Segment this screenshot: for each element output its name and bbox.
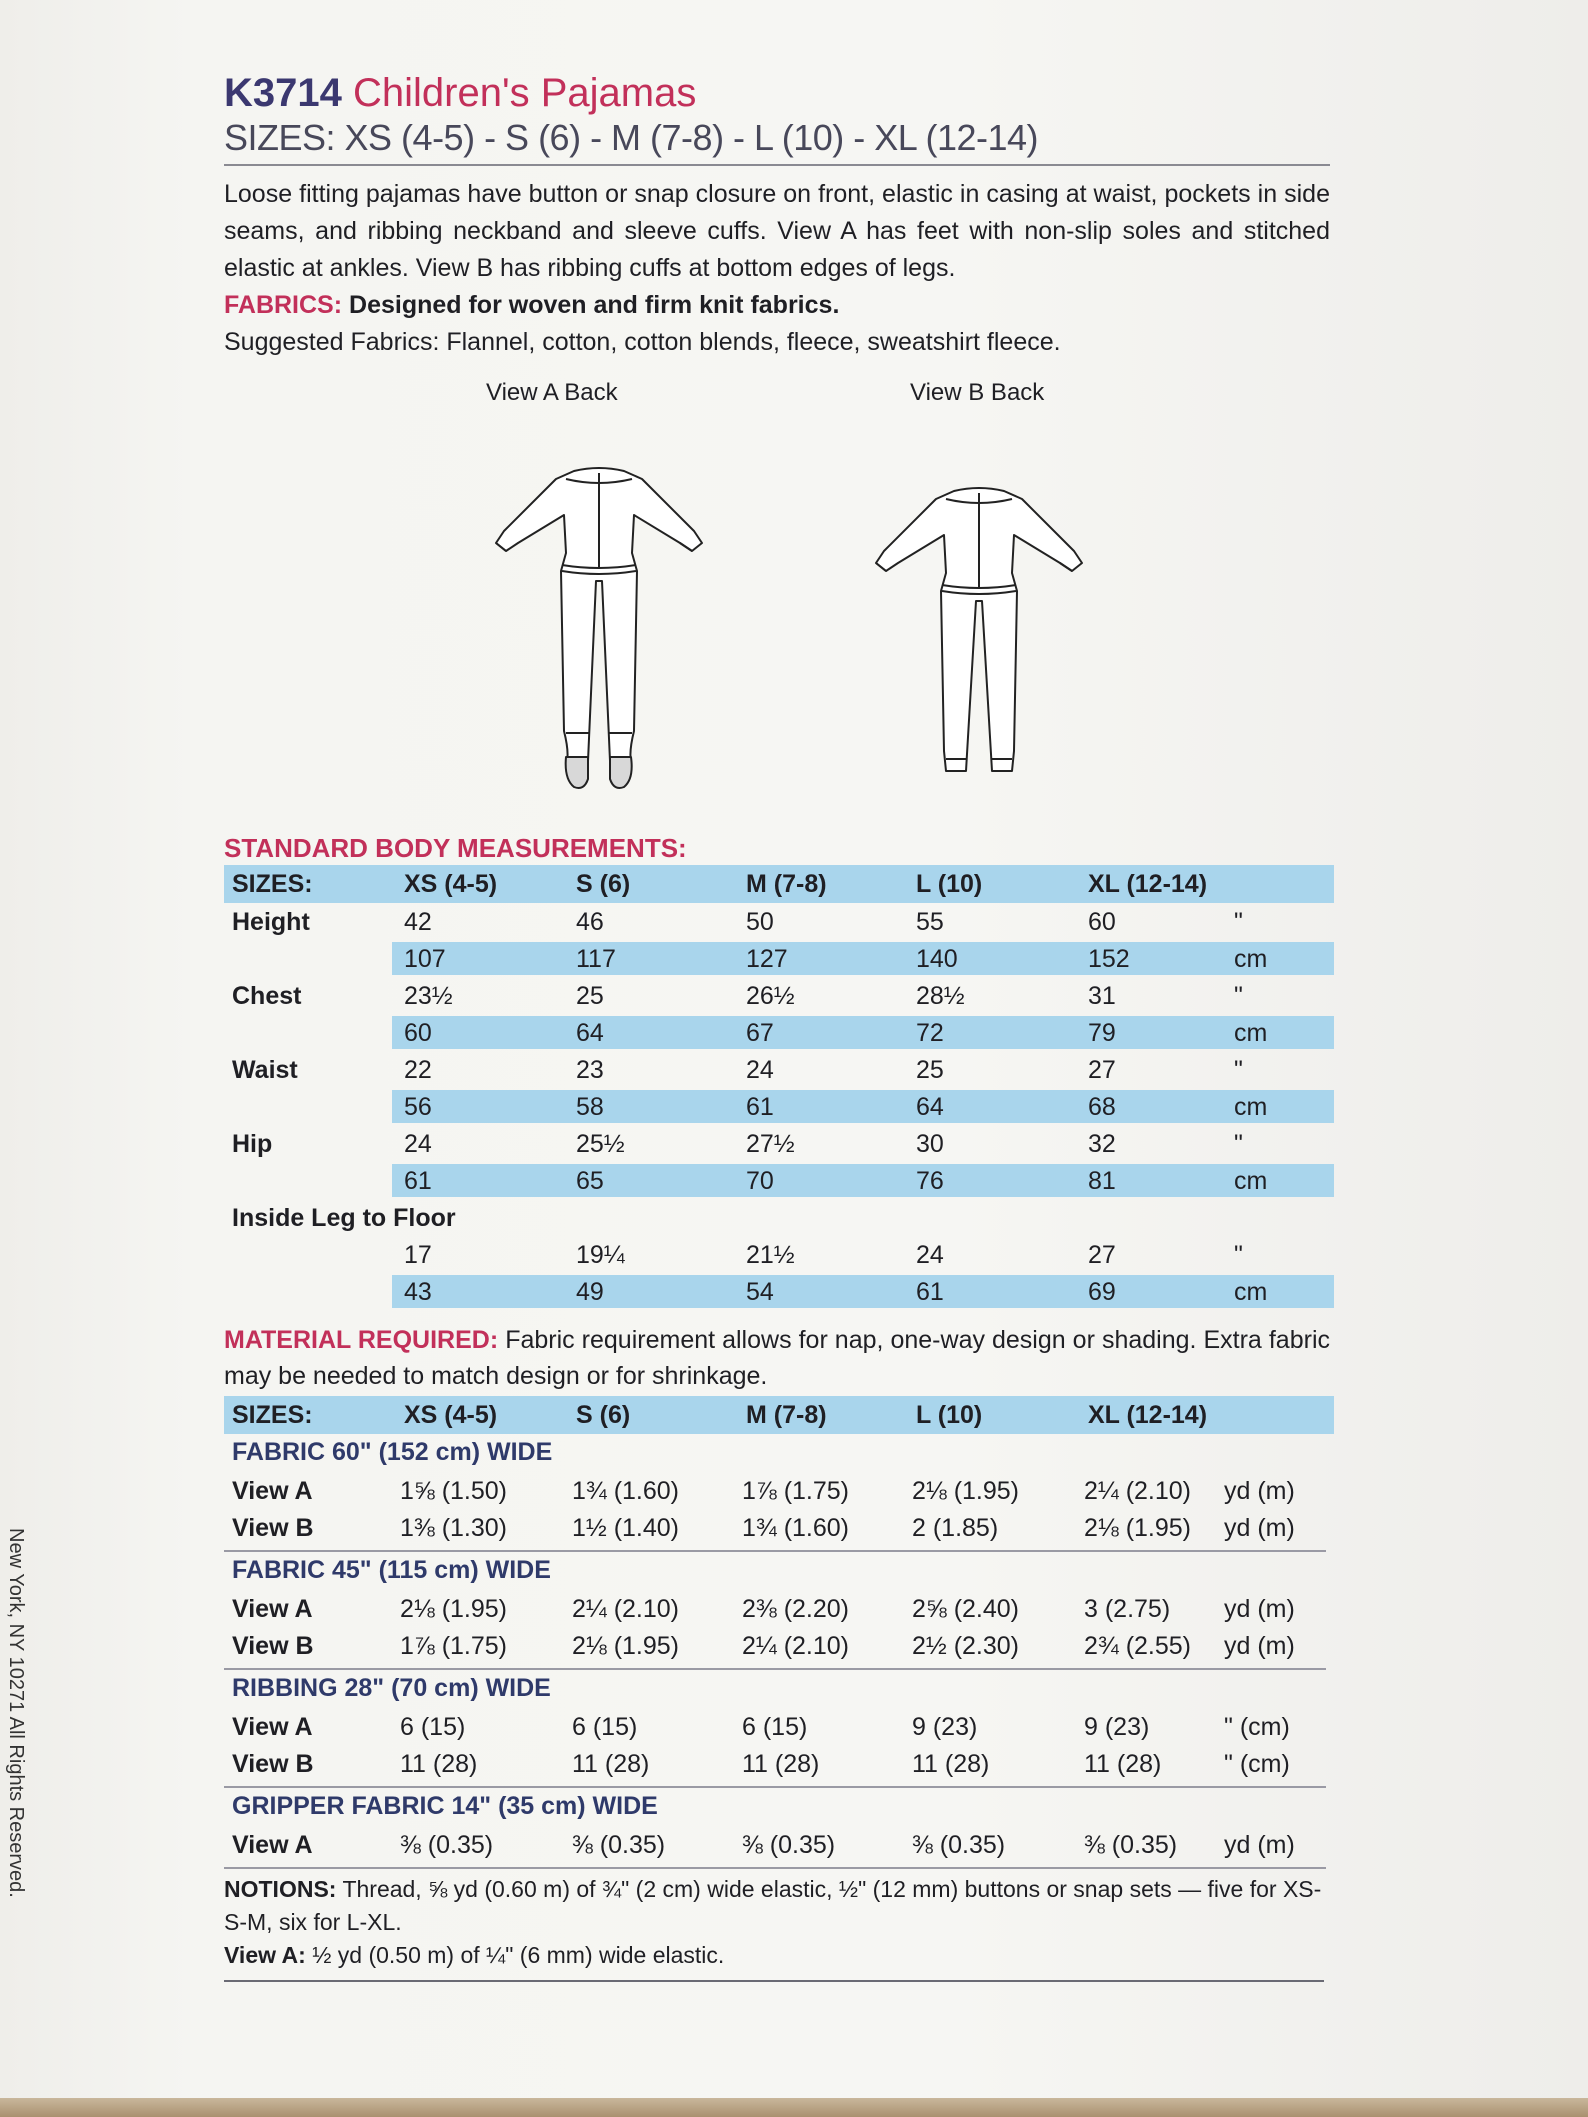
row-label: View A: [232, 1713, 313, 1741]
fabric-group-title: FABRIC 60" (152 cm) WIDE: [232, 1438, 553, 1466]
value-cell: 19¼: [576, 1241, 625, 1269]
value-cell: 43: [404, 1278, 432, 1306]
row-band: [392, 1016, 1334, 1049]
divider: [224, 1980, 1324, 1982]
table-row: [224, 1826, 1334, 1863]
value-cell: 2¼ (2.10): [1084, 1477, 1192, 1505]
value-cell: 2 (1.85): [912, 1514, 999, 1542]
fabrics-line: [224, 287, 1334, 324]
value-cell: 61: [404, 1167, 432, 1195]
fabric-group-title: RIBBING 28" (70 cm) WIDE: [232, 1674, 551, 1702]
value-cell: ⅜ (0.35): [742, 1831, 836, 1859]
unit-cell: yd (m): [1224, 1632, 1295, 1660]
value-cell: 11 (28): [400, 1750, 478, 1778]
value-cell: 1⅝ (1.50): [400, 1477, 508, 1505]
value-cell: 17: [404, 1241, 432, 1269]
value-cell: 140: [916, 945, 958, 973]
table-row: [224, 1273, 1334, 1310]
copyright-vertical: New York, NY 10271 All Rights Reserved.: [5, 1528, 27, 1898]
value-cell: 22: [404, 1056, 432, 1084]
unit-cell: ": [1234, 1130, 1243, 1158]
material-sizes-header: [224, 1396, 1334, 1434]
divider: [224, 1867, 1326, 1869]
table-row: [224, 1125, 1334, 1162]
value-cell: 1⅞ (1.75): [400, 1632, 508, 1660]
value-cell: 61: [746, 1093, 774, 1121]
value-cell: 21½: [746, 1241, 795, 1269]
notions-label: NOTIONS:: [224, 1876, 337, 1902]
unit-cell: cm: [1234, 1278, 1268, 1306]
value-cell: 23: [576, 1056, 604, 1084]
value-cell: 23½: [404, 982, 453, 1010]
table-row: [224, 1162, 1334, 1199]
material-required-section: [224, 1322, 1334, 1863]
value-cell: 67: [746, 1019, 774, 1047]
value-cell: 60: [1088, 908, 1116, 936]
unit-cell: ": [1234, 908, 1243, 936]
pattern-code: K3714: [224, 71, 342, 115]
value-cell: 11 (28): [912, 1750, 990, 1778]
notions-view-a: [224, 1939, 1324, 1972]
body-sizes-header: [224, 865, 1334, 903]
table-row: [224, 1708, 1334, 1745]
header-cell: L (10): [916, 1401, 983, 1429]
header-cell: XL (12-14): [1088, 870, 1208, 898]
value-cell: 42: [404, 908, 432, 936]
unit-cell: ": [1234, 1241, 1243, 1269]
view-a-label: View A Back: [486, 379, 618, 406]
value-cell: 24: [746, 1056, 774, 1084]
value-cell: 27: [1088, 1056, 1116, 1084]
value-cell: 2¼ (2.10): [742, 1632, 850, 1660]
value-cell: 152: [1088, 945, 1130, 973]
description: Loose fitting pajamas have button or snap closure on front, elastic in casing at waist, pockets in side seams, and ribbing neckband and sleeve cuffs. View A has feet with non-slip soles and stitched elastic at ankles. View B has ribbing cuffs at bottom edges of legs.: [224, 180, 1330, 282]
value-cell: 81: [1088, 1167, 1116, 1195]
value-cell: 25: [916, 1056, 944, 1084]
value-cell: 32: [1088, 1130, 1116, 1158]
value-cell: 1½ (1.40): [572, 1514, 680, 1542]
header-cell: XS (4-5): [404, 1401, 498, 1429]
value-cell: 2⅝ (2.40): [912, 1595, 1020, 1623]
value-cell: 6 (15): [742, 1713, 808, 1741]
value-cell: 69: [1088, 1278, 1116, 1306]
value-cell: 30: [916, 1130, 944, 1158]
value-cell: 2⅛ (1.95): [1084, 1514, 1192, 1542]
value-cell: 2½ (2.30): [912, 1632, 1020, 1660]
value-cell: 24: [916, 1241, 944, 1269]
notions-text: Thread, ⅝ yd (0.60 m) of ¾" (2 cm) wide elastic, ½" (12 mm) buttons or snap sets — five for XS-S-M, six for L-XL.: [224, 1876, 1322, 1935]
row-label: Waist: [232, 1056, 298, 1084]
notions-line: [224, 1873, 1324, 1939]
value-cell: 60: [404, 1019, 432, 1047]
table-row: [224, 940, 1334, 977]
value-cell: 3 (2.75): [1084, 1595, 1171, 1623]
notions-view-a-text: ½ yd (0.50 m) of ¼" (6 mm) wide elastic.: [312, 1942, 725, 1968]
value-cell: 61: [916, 1278, 944, 1306]
material-text: Fabric requirement allows for nap, one-way design or shading. Extra fabric may be needed to match design or for shrinkage.: [224, 1326, 1330, 1390]
value-cell: 9 (23): [912, 1713, 978, 1741]
value-cell: 11 (28): [1084, 1750, 1162, 1778]
row-label: View A: [232, 1477, 313, 1505]
row-label: View B: [232, 1750, 314, 1778]
header-cell: M (7-8): [746, 870, 827, 898]
table-surface: [0, 2098, 1588, 2117]
value-cell: 2⅜ (2.20): [742, 1595, 850, 1623]
row-label: View A: [232, 1831, 313, 1859]
table-row: [224, 903, 1334, 940]
header-cell: M (7-8): [746, 1401, 827, 1429]
row-label: Hip: [232, 1130, 273, 1158]
table-row: [224, 1088, 1334, 1125]
notions-view-a-label: View A:: [224, 1942, 306, 1968]
unit-cell: cm: [1234, 945, 1268, 973]
value-cell: 9 (23): [1084, 1713, 1150, 1741]
row-band: [392, 1164, 1334, 1197]
unit-cell: ": [1234, 982, 1243, 1010]
row-label: View B: [232, 1632, 314, 1660]
header-cell: SIZES:: [232, 870, 313, 898]
value-cell: 6 (15): [400, 1713, 466, 1741]
unit-cell: yd (m): [1224, 1477, 1295, 1505]
value-cell: 1⅞ (1.75): [742, 1477, 850, 1505]
value-cell: 26½: [746, 982, 795, 1010]
header-cell: S (6): [576, 870, 631, 898]
header-cell: L (10): [916, 870, 983, 898]
value-cell: 64: [576, 1019, 604, 1047]
fabric-group-title: GRIPPER FABRIC 14" (35 cm) WIDE: [232, 1792, 658, 1820]
value-cell: 25: [576, 982, 604, 1010]
notions: [224, 1873, 1324, 1972]
value-cell: 64: [916, 1093, 944, 1121]
unit-cell: yd (m): [1224, 1514, 1295, 1542]
inside-leg-label-row: [224, 1199, 1334, 1236]
value-cell: 2¾ (2.55): [1084, 1632, 1192, 1660]
body-measurements-title: STANDARD BODY MEASUREMENTS:: [224, 833, 687, 863]
table-row: [224, 977, 1334, 1014]
unit-cell: yd (m): [1224, 1595, 1295, 1623]
unit-cell: yd (m): [1224, 1831, 1295, 1859]
header-cell: S (6): [576, 1401, 631, 1429]
value-cell: 1¾ (1.60): [742, 1514, 850, 1542]
view-b-label: View B Back: [910, 379, 1045, 406]
value-cell: 25½: [576, 1130, 625, 1158]
value-cell: 117: [576, 945, 616, 973]
table-row: [224, 1014, 1334, 1051]
suggested-fabrics: Suggested Fabrics: Flannel, cotton, cotton blends, fleece, sweatshirt fleece.: [224, 328, 1061, 356]
value-cell: 6 (15): [572, 1713, 638, 1741]
value-cell: ⅜ (0.35): [912, 1831, 1006, 1859]
value-cell: 31: [1088, 982, 1116, 1010]
value-cell: 27½: [746, 1130, 795, 1158]
unit-cell: " (cm): [1224, 1750, 1290, 1778]
value-cell: 65: [576, 1167, 604, 1195]
value-cell: 27: [1088, 1241, 1116, 1269]
row-label: Chest: [232, 982, 302, 1010]
row-label: Inside Leg to Floor: [232, 1204, 456, 1232]
table-row: [224, 1590, 1334, 1627]
value-cell: 24: [404, 1130, 432, 1158]
row-label: Height: [232, 908, 310, 936]
value-cell: 107: [404, 945, 446, 973]
value-cell: 127: [746, 945, 788, 973]
divider: [224, 164, 1330, 166]
row-band: [392, 1090, 1334, 1123]
sizes-line: SIZES: XS (4-5) - S (6) - M (7-8) - L (10) - XL (12-14): [224, 117, 1038, 158]
value-cell: ⅜ (0.35): [1084, 1831, 1178, 1859]
unit-cell: ": [1234, 1056, 1243, 1084]
value-cell: 11 (28): [572, 1750, 650, 1778]
value-cell: 2⅛ (1.95): [400, 1595, 508, 1623]
row-label: View B: [232, 1514, 314, 1542]
view-a-back-illustration: [474, 461, 724, 801]
value-cell: 50: [746, 908, 774, 936]
row-label: View A: [232, 1595, 313, 1623]
views-section: [224, 361, 1334, 831]
value-cell: 46: [576, 908, 604, 936]
value-cell: 11 (28): [742, 1750, 820, 1778]
value-cell: 2¼ (2.10): [572, 1595, 680, 1623]
table-row: [224, 1236, 1334, 1273]
unit-cell: cm: [1234, 1093, 1268, 1121]
material-description: [224, 1322, 1330, 1394]
value-cell: 28½: [916, 982, 965, 1010]
table-row: [224, 1509, 1334, 1546]
value-cell: 70: [746, 1167, 774, 1195]
value-cell: ⅜ (0.35): [400, 1831, 494, 1859]
header-cell: XL (12-14): [1088, 1401, 1208, 1429]
value-cell: 55: [916, 908, 944, 936]
value-cell: 68: [1088, 1093, 1116, 1121]
unit-cell: cm: [1234, 1167, 1268, 1195]
header-cell: XS (4-5): [404, 870, 498, 898]
unit-cell: " (cm): [1224, 1713, 1290, 1741]
value-cell: 1¾ (1.60): [572, 1477, 680, 1505]
value-cell: 1⅜ (1.30): [400, 1514, 508, 1542]
unit-cell: cm: [1234, 1019, 1268, 1047]
table-row: [224, 1051, 1334, 1088]
table-row: [224, 1627, 1334, 1664]
value-cell: 54: [746, 1278, 774, 1306]
fabrics-label: FABRICS:: [224, 291, 343, 319]
table-row: [224, 1745, 1334, 1782]
value-cell: 58: [576, 1093, 604, 1121]
pattern-name: Children's Pajamas: [353, 71, 697, 115]
view-b-back-illustration: [854, 481, 1104, 791]
table-row: [224, 1472, 1334, 1509]
pattern-title: [224, 70, 1334, 116]
value-cell: 79: [1088, 1019, 1116, 1047]
value-cell: ⅜ (0.35): [572, 1831, 666, 1859]
row-band: [392, 1275, 1334, 1308]
fabrics-text: Designed for woven and firm knit fabrics.: [349, 291, 840, 319]
row-band: [392, 942, 1334, 975]
material-title: MATERIAL REQUIRED:: [224, 1326, 499, 1354]
value-cell: 72: [916, 1019, 944, 1047]
body-measurements-section: [224, 831, 1334, 1310]
fabric-group-title: FABRIC 45" (115 cm) WIDE: [232, 1556, 551, 1584]
value-cell: 2⅛ (1.95): [572, 1632, 680, 1660]
header-cell: SIZES:: [232, 1401, 313, 1429]
envelope-content: [224, 70, 1334, 1982]
value-cell: 56: [404, 1093, 432, 1121]
value-cell: 2⅛ (1.95): [912, 1477, 1020, 1505]
value-cell: 76: [916, 1167, 944, 1195]
value-cell: 49: [576, 1278, 604, 1306]
